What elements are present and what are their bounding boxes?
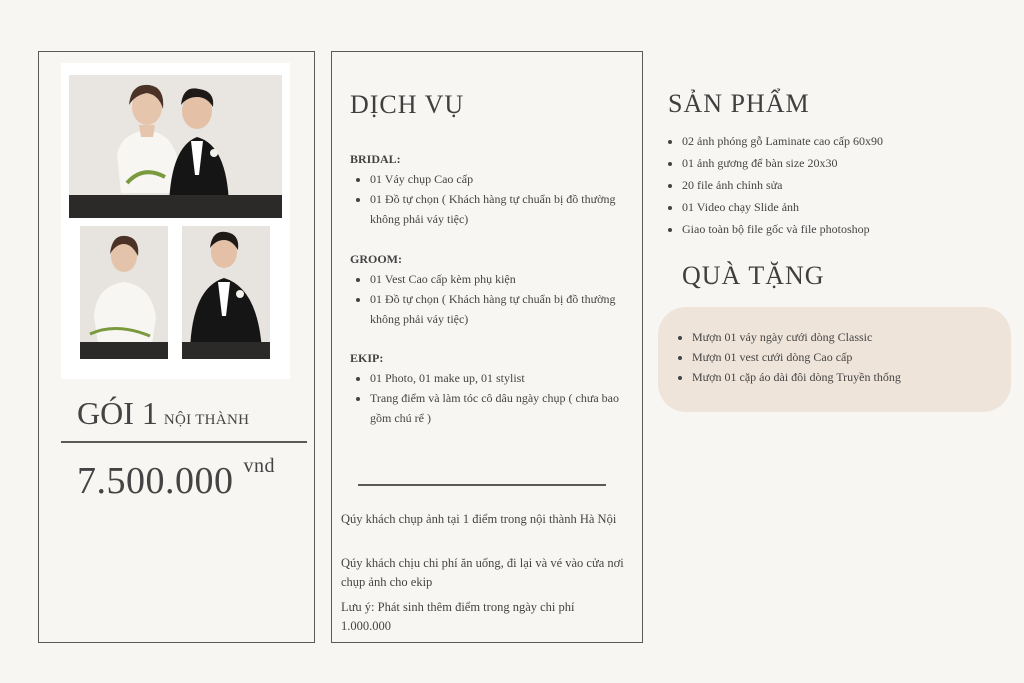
list-item: • 01 Váy chụp Cao cấp xyxy=(370,169,632,189)
list-item: • 01 ảnh gương để bàn size 20x30 xyxy=(682,152,1022,174)
products-list xyxy=(662,130,1022,240)
list-item: • Mượn 01 cặp áo dài đôi dòng Truyền thống xyxy=(692,367,1012,387)
ekip-title: EKIP: xyxy=(350,351,384,365)
package-title xyxy=(77,395,249,432)
products-heading: SẢN PHẨM xyxy=(668,89,810,118)
list-item: • 01 Photo, 01 make up, 01 stylist xyxy=(370,368,632,388)
list-item: • 02 ảnh phóng gỗ Laminate cao cấp 60x90 xyxy=(682,130,1022,152)
note-location: Qúy khách chụp ảnh tại 1 điểm trong nội thành Hà Nội xyxy=(341,512,617,526)
list-item: • 01 Đồ tự chọn ( Khách hàng tự chuẩn bị đồ thường không phải váy tiệc) xyxy=(370,289,632,329)
list-item: • Giao toàn bộ file gốc và file photoshop xyxy=(682,218,1022,240)
groom-title: GROOM: xyxy=(350,252,402,266)
list-item: • 01 Vest Cao cấp kèm phụ kiện xyxy=(370,269,632,289)
bridal-list xyxy=(350,169,632,229)
groom-illustration xyxy=(182,226,270,359)
gifts-box xyxy=(658,307,1011,412)
bride-photo xyxy=(80,226,168,359)
gifts-heading: QUÀ TẶNG xyxy=(682,261,825,290)
list-item: • Mượn 01 váy ngày cưới dòng Classic xyxy=(692,327,1012,347)
price xyxy=(77,455,275,503)
photo-collage xyxy=(61,63,290,379)
bridal-title: BRIDAL: xyxy=(350,152,401,166)
list-item: • 01 Video chạy Slide ảnh xyxy=(682,196,1022,218)
ekip-list xyxy=(350,368,632,428)
services-panel xyxy=(331,51,643,643)
note-expenses: Qúy khách chịu chi phí ăn uống, đi lại và vé vào cửa nơi chụp ảnh cho ekip xyxy=(341,556,624,589)
list-item: • Mượn 01 vest cưới dòng Cao cấp xyxy=(692,347,1012,367)
groom-photo xyxy=(182,226,270,359)
gifts-list xyxy=(672,327,1012,387)
groom-list xyxy=(350,269,632,329)
divider xyxy=(61,441,307,443)
note-extra-fee: Lưu ý: Phát sinh thêm điểm trong ngày chi phí 1.000.000 xyxy=(341,600,575,633)
couple-illustration xyxy=(69,75,282,218)
price-value: 7.500.000 xyxy=(77,460,234,502)
services-heading: DỊCH VỤ xyxy=(350,90,465,119)
bride-illustration xyxy=(80,226,168,359)
list-item: • 01 Đồ tự chọn ( Khách hàng tự chuẩn bị đồ thường không phải váy tiệc) xyxy=(370,189,632,229)
package-name: GÓI 1 xyxy=(77,395,158,431)
couple-photo xyxy=(69,75,282,218)
package-subtitle: NỘI THÀNH xyxy=(163,412,250,428)
price-unit: vnd xyxy=(243,455,275,477)
divider xyxy=(358,484,606,486)
list-item: • 20 file ảnh chỉnh sửa xyxy=(682,174,1022,196)
list-item: • Trang điểm và làm tóc cô dâu ngày chụp ( chưa bao gồm chú rể ) xyxy=(370,388,632,428)
package-panel xyxy=(38,51,315,643)
